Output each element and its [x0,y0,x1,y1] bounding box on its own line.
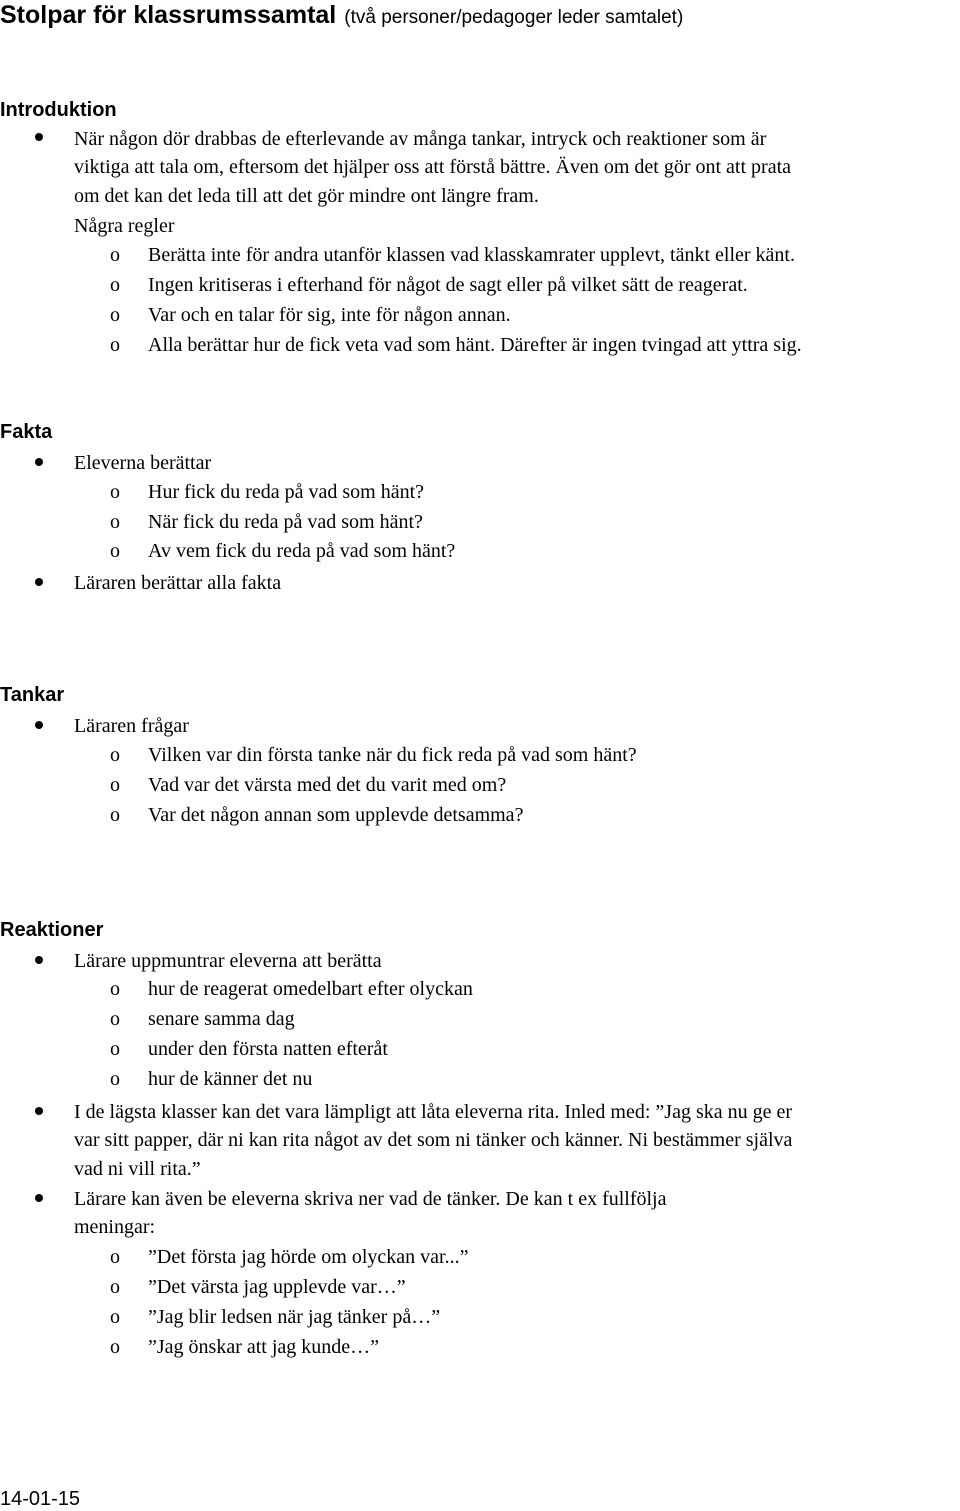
sub-bullet-icon: o [110,244,120,266]
sentence-starter-item: ”Jag önskar att jag kunde…” [148,1336,380,1358]
bullet-icon [35,1107,43,1115]
rule-item: Alla berättar hur de fick veta vad som hänt. Därefter är ingen tvingad att yttra sig. [148,334,802,356]
intro-text-line-3: om det kan det leda till att det gör mindre ont längre fram. [74,185,539,207]
sub-bullet-icon: o [110,1038,120,1060]
bullet-icon [35,578,43,586]
section-heading-fakta: Fakta [0,421,53,443]
sub-bullet-icon: o [110,540,120,562]
fakta-sub-item: Hur fick du reda på vad som hänt? [148,481,425,503]
sub-bullet-icon: o [110,304,120,326]
reaktioner-bullet-3-line-2: meningar: [74,1216,156,1238]
sub-bullet-icon: o [110,1306,120,1328]
reaktioner-sub-item: senare samma dag [148,1008,295,1030]
tankar-sub-item: Vad var det värsta med det du varit med om? [148,774,507,796]
sub-bullet-icon: o [110,274,120,296]
page-subtitle: (två personer/pedagoger leder samtalet) [344,7,684,28]
fakta-bullet-1: Eleverna berättar [74,452,212,474]
reaktioner-bullet-3-line-1: Lärare kan även be eleverna skriva ner vad de tänker. De kan t ex fullfölja [74,1188,667,1210]
sub-bullet-icon: o [110,978,120,1000]
title-text: Stolpar för klassrumssamtal [0,1,337,29]
page-title [0,0,683,33]
bullet-icon [35,721,43,729]
fakta-sub-item: När fick du reda på vad som hänt? [148,511,423,533]
section-heading-introduktion: Introduktion [0,99,117,121]
section-heading-tankar: Tankar [0,684,65,706]
reaktioner-bullet-2-line-3: vad ni vill rita.” [74,1158,201,1180]
reaktioner-sub-item: hur de reagerat omedelbart efter olyckan [148,978,473,1000]
sentence-starter-item: ”Jag blir ledsen när jag tänker på…” [148,1306,441,1328]
tankar-bullet-1: Läraren frågar [74,715,189,737]
sub-bullet-icon: o [110,1246,120,1268]
reaktioner-bullet-2-line-1: I de lägsta klasser kan det vara lämpligt att låta eleverna rita. Inled med: ”Jag ska nu ge er [74,1101,793,1123]
fakta-sub-item: Av vem fick du reda på vad som hänt? [148,540,456,562]
rule-item: Berätta inte för andra utanför klassen vad klasskamrater upplevt, tänkt eller känt. [148,244,795,266]
sentence-starter-item: ”Det värsta jag upplevde var…” [148,1276,406,1298]
reaktioner-bullet-2-line-2: var sitt papper, där ni kan rita något av det som ni tänker och känner. Ni bestämmer själva [74,1129,793,1151]
section-heading-reaktioner: Reaktioner [0,919,104,941]
sub-bullet-icon: o [110,1336,120,1358]
reaktioner-sub-item: hur de känner det nu [148,1068,313,1090]
fakta-bullet-2: Läraren berättar alla fakta [74,572,282,594]
sub-bullet-icon: o [110,1276,120,1298]
sub-bullet-icon: o [110,511,120,533]
rule-item: Var och en talar för sig, inte för någon annan. [148,304,511,326]
rules-label: Några regler [74,215,175,237]
intro-text-line-2: viktiga att tala om, eftersom det hjälper oss att förstå bättre. Även om det gör ont att prata [74,156,792,178]
tankar-sub-item: Vilken var din första tanke när du fick reda på vad som hänt? [148,744,637,766]
sub-bullet-icon: o [110,744,120,766]
sub-bullet-icon: o [110,1068,120,1090]
bullet-icon [35,956,43,964]
intro-text-line-1: När någon dör drabbas de efterlevande av många tankar, intryck och reaktioner som är [74,128,767,150]
bullet-icon [35,133,43,141]
reaktioner-sub-item: under den första natten efteråt [148,1038,388,1060]
reaktioner-bullet-1: Lärare uppmuntrar eleverna att berätta [74,950,382,972]
bullet-icon [35,458,43,466]
tankar-sub-item: Var det någon annan som upplevde detsamma? [148,804,524,826]
sub-bullet-icon: o [110,774,120,796]
footer-date: 14-01-15 [0,1488,81,1510]
bullet-icon [35,1194,43,1202]
sub-bullet-icon: o [110,804,120,826]
rule-item: Ingen kritiseras i efterhand för något de sagt eller på vilket sätt de reagerat. [148,274,748,296]
sub-bullet-icon: o [110,481,120,503]
sub-bullet-icon: o [110,1008,120,1030]
sentence-starter-item: ”Det första jag hörde om olyckan var...” [148,1246,469,1268]
sub-bullet-icon: o [110,334,120,356]
